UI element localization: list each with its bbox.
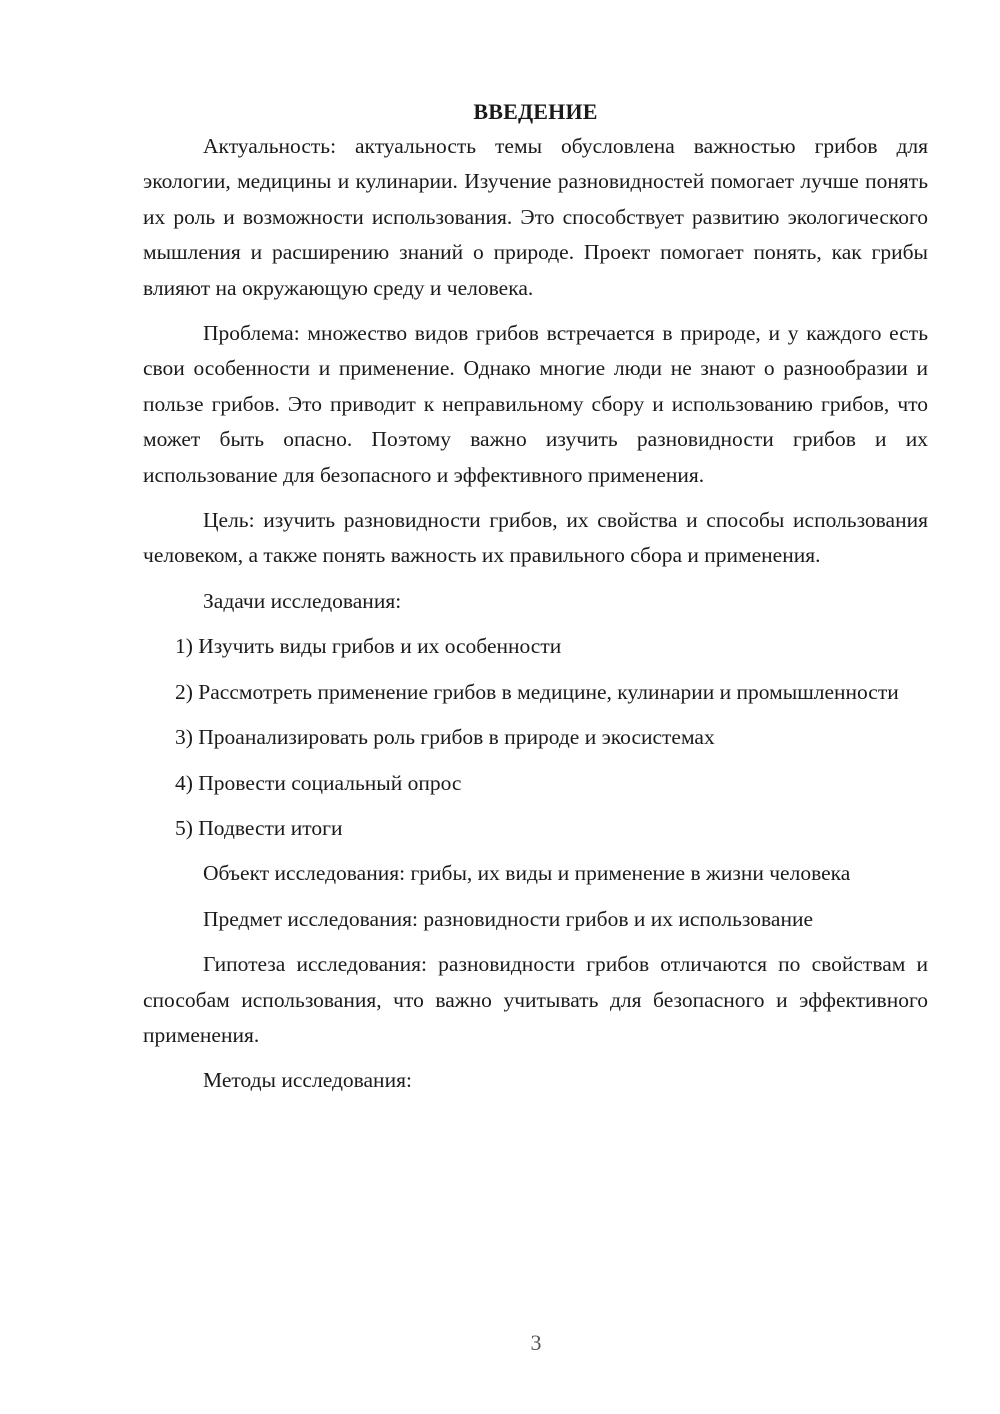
task-item-3: 3) Проанализировать роль грибов в природе и экосистемах (175, 725, 715, 750)
task-item-1: 1) Изучить виды грибов и их особенности (175, 634, 562, 659)
task-item-2: 2) Рассмотреть применение грибов в медицине, кулинарии и промышленности (175, 679, 899, 704)
paragraph-tasks-heading: Задачи исследования: (203, 588, 402, 613)
page-number: 3 (530, 1330, 542, 1355)
task-item-5: 5) Подвести итоги (175, 815, 343, 840)
paragraph-hypothesis: Гипотеза исследования: разновидности грибов отличаются по свойствам и способам использования, что важно учитывать для безопасного и эффективного применения. (143, 952, 928, 1047)
paragraph-problem: Проблема: множество видов грибов встречается в природе, и у каждого есть свои особенности и применение. Однако многие люди не знают о разнообразии и пользе грибов. Это приводит к неправильному сбору и использованию грибов, что может быть опасно. Поэтому важно изучить разновидности грибов и их использование для безопасного и эффективного применения. (143, 321, 928, 487)
paragraph-methods: Методы исследования: (203, 1068, 412, 1093)
document-page (143, 94, 928, 1099)
paragraph-goal: Цель: изучить разновидности грибов, их свойства и способы использования человеком, а также понять важность их правильного сбора и применения. (143, 508, 928, 568)
document-title: ВВЕДЕНИЕ (473, 99, 598, 124)
paragraph-subject: Предмет исследования: разновидности грибов и их использование (203, 906, 814, 931)
paragraph-relevance: Актуальность: актуальность темы обусловлена важностью грибов для экологии, медицины и кулинарии. Изучение разновидностей помогает лучше понять их роль и возможности использования. Это способствует развитию экологического мышления и расширению знаний о природе. Проект помогает понять, как грибы влияют на окружающую среду и человека. (143, 134, 928, 300)
task-item-4: 4) Провести социальный опрос (175, 770, 462, 795)
paragraph-object: Объект исследования: грибы, их виды и применение в жизни человека (203, 861, 851, 886)
